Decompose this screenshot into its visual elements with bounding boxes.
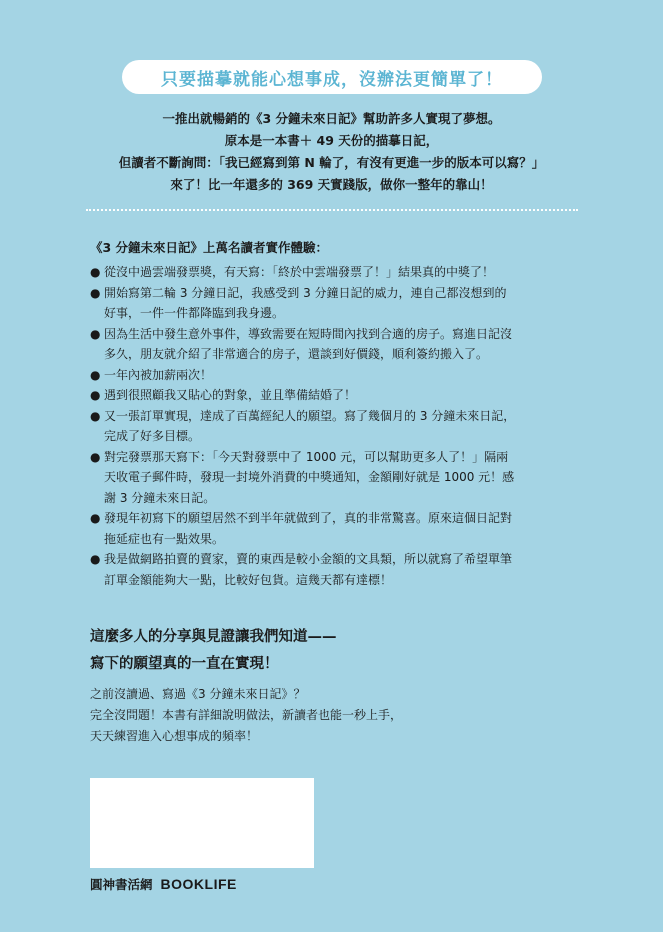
list-item-line: 開始寫第二輪 3 分鐘日記，我感受到 3 分鐘日記的威力，連自己都沒想到的	[104, 285, 507, 300]
publisher-name-en: BOOKLIFE	[160, 876, 237, 892]
list-item-line: 我是做網路拍賣的賣家，賣的東西是較小金額的文具類，所以就寫了希望單筆	[104, 552, 513, 566]
list-item-line: 又一張訂單實現，達成了百萬經紀人的願望。寫了幾個月的 3 分鐘未來日記，	[104, 408, 516, 423]
list-item	[90, 283, 590, 324]
closing-line: 完全沒問題！本書有詳細說明做法，新讀者也能一秒上手，	[90, 708, 403, 722]
list-item-line: 好事，一件一件都降臨到我身邊。	[104, 306, 285, 320]
experience-list	[90, 262, 590, 590]
bullet-icon: ●	[90, 388, 101, 402]
closing-line: 之前沒讀過、寫過《3 分鐘未來日記》？	[90, 687, 306, 701]
list-item	[90, 549, 590, 590]
intro-line: 原本是一本書＋ 49 天份的描摹日記，	[224, 133, 439, 148]
list-item-line: 完成了好多目標。	[104, 429, 201, 443]
dotted-divider	[86, 209, 578, 211]
list-item	[90, 447, 590, 509]
bullet-icon: ●	[90, 552, 101, 566]
list-item-line: 天收電子郵件時，發現一封境外消費的中獎通知，金額剛好就是 1000 元！感	[104, 470, 515, 484]
list-item	[90, 508, 590, 549]
intro-line: 一推出就暢銷的《3 分鐘未來日記》幫助許多人實現了夢想。	[162, 111, 501, 126]
intro-block	[60, 108, 603, 196]
list-item-line: 對完發票那天寫下：「今天對發票中了 1000 元，可以幫助更多人了！」隔兩	[104, 449, 509, 464]
intro-line: 來了！比一年還多的 369 天實踐版，做你一整年的靠山！	[170, 177, 493, 192]
list-item	[90, 406, 590, 447]
summary-line: 這麼多人的分享與見證讓我們知道——	[90, 629, 337, 645]
bullet-icon: ●	[90, 449, 101, 464]
closing-line: 天天練習進入心想事成的頻率！	[90, 729, 259, 743]
list-item-line: 謝 3 分鐘未來日記。	[104, 490, 216, 505]
experience-title: 《3 分鐘未來日記》上萬名讀者實作體驗：	[90, 240, 329, 255]
bullet-icon: ●	[90, 511, 101, 525]
barcode-placeholder	[90, 778, 314, 868]
intro-line: 但讀者不斷詢問：「我已經寫到第 N 輪了，有沒有更進一步的版本可以寫？」	[118, 155, 545, 170]
list-item-line: 多久，朋友就介紹了非常適合的房子，還談到好價錢，順利簽約搬入了。	[104, 347, 489, 361]
list-item	[90, 262, 590, 283]
list-item-line: 從沒中過雲端發票獎，有天寫：「終於中雲端發票了！」結果真的中獎了！	[104, 265, 495, 279]
summary-block	[90, 624, 337, 678]
list-item-line: 因為生活中發生意外事件，導致需要在短時間內找到合適的房子。寫進日記沒	[104, 326, 513, 341]
publisher-logo	[90, 875, 237, 893]
headline-text: 只要描摹就能心想事成，沒辦法更簡單了！	[161, 69, 503, 90]
publisher-name-zh: 圓神書活網	[90, 877, 153, 892]
list-item-line: 一年內被加薪兩次！	[104, 367, 213, 382]
list-item	[90, 324, 590, 365]
bullet-icon: ●	[90, 408, 101, 423]
bullet-icon: ●	[90, 326, 101, 341]
closing-block	[90, 684, 402, 747]
list-item-line: 發現年初寫下的願望居然不到半年就做到了，真的非常驚喜。原來這個日記對	[104, 511, 513, 525]
bullet-icon: ●	[90, 367, 101, 382]
list-item	[90, 365, 590, 386]
list-item-line: 訂單金額能夠大一點，比較好包貨。這幾天都有達標！	[104, 572, 393, 587]
bullet-icon: ●	[90, 265, 101, 279]
summary-line: 寫下的願望真的一直在實現！	[90, 656, 279, 672]
list-item-line: 拖延症也有一點效果。	[104, 531, 225, 546]
bullet-icon: ●	[90, 285, 101, 300]
list-item	[90, 385, 590, 406]
headline-banner	[122, 60, 542, 94]
list-item-line: 遇到很照顧我又貼心的對象，並且準備結婚了！	[104, 388, 357, 402]
